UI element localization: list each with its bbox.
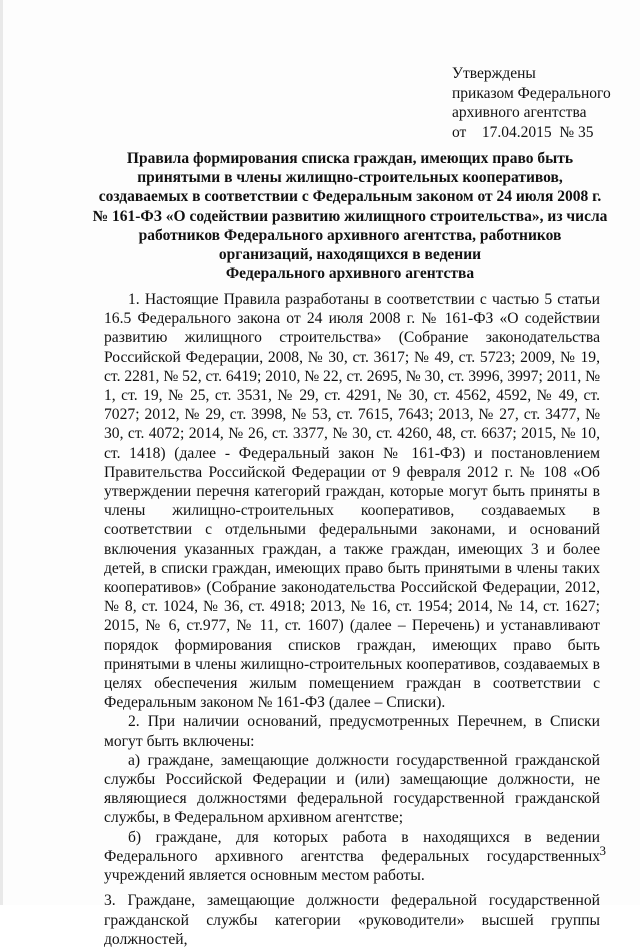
approval-line-1: Утверждены [452, 65, 536, 82]
paragraph-1: 1. Настоящие Правила разработаны в соответствии с частью 5 статьи 16.5 Федерального закона от 24 июля 2008 г. № 161-ФЗ «О содействии развитию жилищного строительства» (Собрание законодательства Российской Федерации, 2008, № 30, ст. 3617; № 49, ст. 5723; 2009, № 19, ст. 2281, № 52, ст. 6419; 2010, № 22, ст. 2695, № 30, ст. 3996, 3997; 2011, № 1, ст. 19, № 25, ст. 3531, № 29, ст. 4291, № 30, ст. 4562, 4592, № 49, ст. 7027; 2012, № 29, ст. 3998, № 53, ст. 7615, 7643; 2013, № 27, ст. 3477, № 30, ст. 4072; 2014, № 26, ст. 3377, № 30, ст. 4260, 48, ст. 6637; 2015, № 10, ст. 1418) (далее - Федеральный закон № 161-ФЗ) и постановлением Правительства Российской Федерации от 9 февраля 2012 г. № 108 «Об утверждении перечня категорий граждан, которые могут быть приняты в члены жилищно-строительных кооперативов, создаваемых в соответствии с отдельными федеральными законами, и оснований включения указанных граждан, а также граждан, имеющих 3 и более детей, в списки граждан, имеющих право быть принятыми в члены таких кооперативов» (Собрание законодательства Российской Федерации, 2012, № 8, ст. 1024, № 36, ст. 4918; 2013, № 16, ст. 1954; 2014, № 14, ст. 1627; 2015, № 6, ст.977, № 11, ст. 1607) (далее – Перечень) и устанавливают порядок формирования списков граждан, имеющих право быть принятыми в члены жилищно-строительных кооперативов, создаваемых в целях обеспечения жилым помещением граждан в соответствии с Федеральным законом № 161-ФЗ (далее – Списки). [104, 291, 600, 712]
page-number: 3 [599, 843, 606, 858]
title-line: № 161-ФЗ «О содействии развитию жилищного строительства», из числа [92, 207, 608, 225]
approval-line-2: приказом Федерального [452, 84, 611, 102]
title-line: Федерального архивного агентства [225, 265, 475, 283]
scan-edge [0, 0, 3, 905]
approval-block [452, 64, 632, 142]
approval-line-4: от 17.04.2015 № 35 [452, 123, 594, 141]
paragraph-2a: а) граждане, замещающие должности государственной гражданской службы Российской Федерации и (или) замещающие должности, не являющиеся должностями федеральной государственной гражданской службы, в Федеральном архивном агентстве; [104, 751, 600, 827]
title-line: организаций, находящихся в ведении [218, 246, 482, 264]
document-title [90, 149, 610, 283]
paragraph-3: 3. Граждане, замещающие должности федеральной государственной гражданской службы категории «руководители» высшей группы должностей, [104, 892, 600, 948]
approval-line-3: архивного агентства [452, 104, 587, 121]
title-line: работников Федерального архивного агентства, работников [138, 226, 562, 244]
title-line: принятыми в члены жилищно-строительных кооперативов, [137, 169, 563, 187]
document-body [104, 290, 600, 949]
title-line: Правила формирования списка граждан, имеющих право быть [126, 150, 574, 167]
paragraph-2: 2. При наличии оснований, предусмотренных Перечнем, в Списки могут быть включены: [104, 713, 600, 750]
paragraph-2b: б) граждане, для которых работа в находящихся в ведении Федерального архивного агентства федеральных государственных учреждений является основным местом работы. [104, 828, 600, 885]
title-line: создаваемых в соответствии с Федеральным законом от 24 июля 2008 г. [98, 188, 602, 206]
